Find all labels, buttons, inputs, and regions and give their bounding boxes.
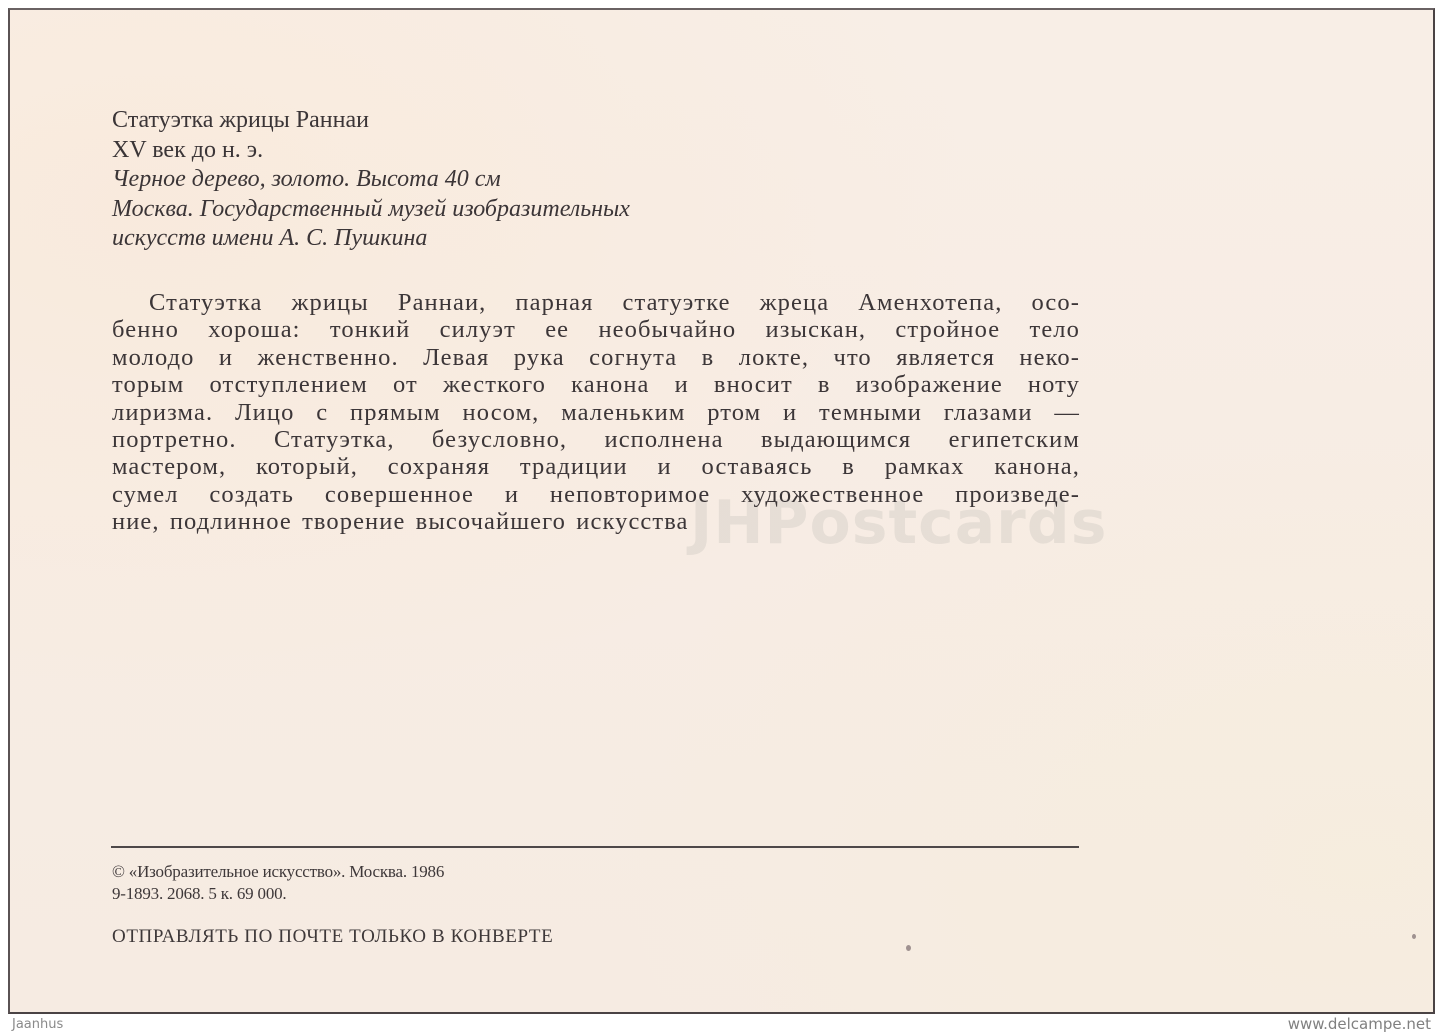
seller-label: Jaanhus (12, 1017, 64, 1032)
description-line: Статуэтка жрицы Раннаи, парная статуэтке жреца Аменхотепа, осо- (149, 289, 1080, 316)
watermark-text: JHPostcards (690, 488, 1108, 558)
description-line: торым отступлением от жесткого канона и вносит в изображение ноту (112, 371, 1080, 399)
description-line: молодо и женственно. Левая рука согнута в локте, что является неко- (112, 343, 1080, 371)
artwork-title: Статуэтка жрицы Раннаи (112, 107, 369, 133)
artwork-location-line1: Москва. Государственный музей изобразительных (112, 195, 630, 222)
catalog-line: 9-1893. 2068. 5 к. 69 000. (112, 884, 287, 903)
copyright-line: © «Изобразительное искусство». Москва. 1986 (112, 862, 445, 881)
description-line: портретно. Статуэтка, безусловно, исполнена выдающимся египетским (112, 426, 1080, 454)
description-line: бенно хороша: тонкий силуэт ее необычайно изыскан, стройное тело (112, 316, 1080, 344)
postcard-back (8, 8, 1435, 1014)
artwork-location-line2: искусств имени А. С. Пушкина (112, 225, 428, 251)
description-line: мастером, который, сохраняя традиции и оставаясь в рамках канона, (112, 453, 1080, 481)
publisher-imprint (112, 861, 444, 905)
artwork-date: XV век до н. э. (112, 136, 264, 163)
description-line: лиризма. Лицо с прямым носом, маленьким ртом и темными глазами — (112, 398, 1080, 426)
site-watermark: www.delcampe.net (1287, 1015, 1431, 1033)
paper-speck (1412, 934, 1416, 939)
mailing-notice: ОТПРАВЛЯТЬ ПО ПОЧТЕ ТОЛЬКО В КОНВЕРТЕ (112, 926, 554, 947)
artwork-description (112, 289, 1080, 536)
artwork-material: Черное дерево, золото. Высота 40 см (112, 166, 501, 192)
description-line: ние, подлинное творение высочайшего искусства (112, 508, 689, 536)
paper-speck (906, 945, 911, 951)
separator-rule (111, 846, 1079, 848)
artwork-caption (112, 106, 630, 254)
description-line: сумел создать совершенное и неповторимое художественное произведе- (112, 480, 1080, 508)
